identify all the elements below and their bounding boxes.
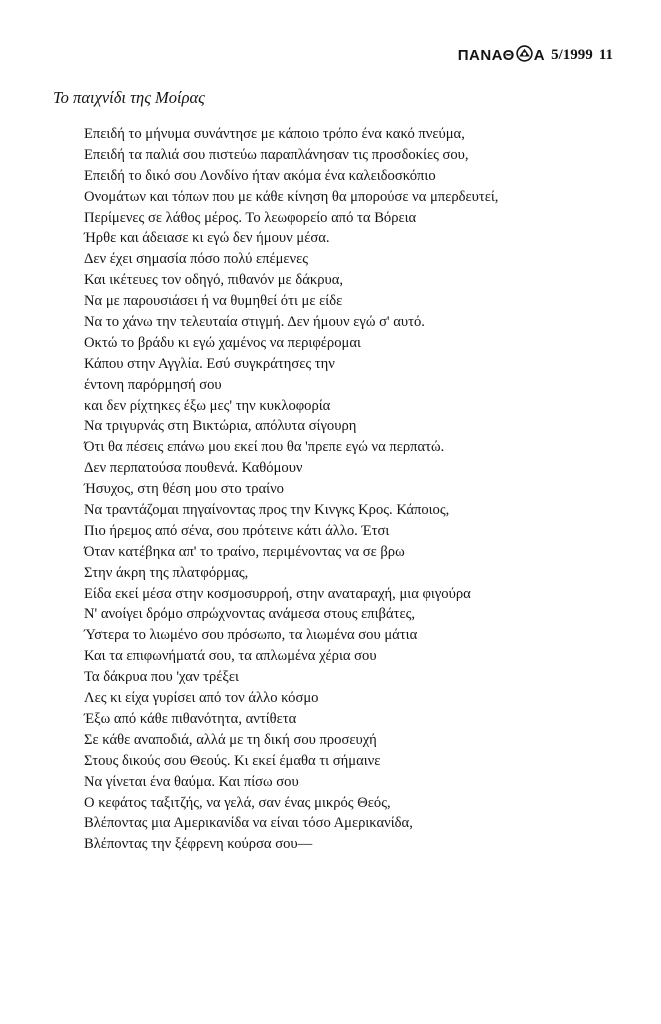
- poem-line: Ο κεφάτος ταξιτζής, να γελά, σαν ένας μικρός Θεός,: [84, 794, 391, 811]
- poem-line: Στην άκρη της πλατφόρμας,: [84, 564, 249, 581]
- poem-line: και δεν ρίχτηκες έξω μες' την κυκλοφορία: [84, 397, 331, 414]
- poem-line: Στους δικούς σου Θεούς. Κι εκεί έμαθα τι σήμαινε: [84, 752, 381, 769]
- poem-body: [84, 124, 644, 855]
- circle-emblem-icon: [516, 45, 533, 66]
- poem-line: Έξω από κάθε πιθανότητα, αντίθετα: [84, 710, 297, 727]
- page-header: [458, 45, 613, 66]
- poem-line: έντονη παρόρμησή σου: [84, 376, 222, 393]
- poem-line: Τα δάκρυα που 'χαν τρέξει: [84, 669, 239, 686]
- poem-line: Δεν περπατούσα πουθενά. Καθόμουν: [84, 460, 303, 477]
- poem-line: Ύστερα το λιωμένο σου πρόσωπο, τα λιωμένα σου μάτια: [84, 627, 418, 644]
- poem-line: Να τραντάζομαι πηγαίνοντας προς την Κινγκς Κρος. Κάποιος,: [84, 502, 450, 519]
- poem-line: Να γίνεται ένα θαύμα. Και πίσω σου: [84, 773, 299, 790]
- poem-line: Επειδή το μήνυμα συνάντησε με κάποιο τρόπο ένα κακό πνεύμα,: [84, 126, 465, 142]
- poem-line: Πιο ήρεμος από σένα, σου πρότεινε κάτι άλλο. Έτσι: [84, 522, 390, 539]
- logo-text-right: Α: [533, 47, 546, 64]
- poem-line: Οκτώ το βράδυ κι εγώ χαμένος να περιφέρομαι: [84, 334, 361, 351]
- poem-title: Το παιχνίδι της Μοίρας: [53, 88, 205, 107]
- poem-line: Είδα εκεί μέσα στην κοσμοσυρροή, στην αναταραχή, μια φιγούρα: [84, 585, 471, 602]
- magazine-logo: [458, 45, 545, 66]
- poem-line: Βλέποντας μια Αμερικανίδα να είναι τόσο Αμερικανίδα,: [84, 815, 413, 832]
- poem-line: Και ικέτευες τον οδηγό, πιθανόν με δάκρυα,: [84, 272, 344, 289]
- poem-line: Ονομάτων και τόπων που με κάθε κίνηση θα μπορούσε να μπερδευτεί,: [84, 188, 499, 205]
- poem-line: Επειδή το δικό σου Λονδίνο ήταν ακόμα ένα καλειδοσκόπιο: [84, 167, 436, 184]
- poem-line: Περίμενες σε λάθος μέρος. Το λεωφορείο από τα Βόρεια: [84, 209, 417, 226]
- poem-line: Να τριγυρνάς στη Βικτώρια, απόλυτα σίγουρη: [84, 418, 357, 435]
- poem-line: Ότι θα πέσεις επάνω μου εκεί που θα 'πρεπε εγώ να περπατώ.: [84, 439, 445, 456]
- poem-line: Όταν κατέβηκα απ' το τραίνο, περιμένοντας να σε βρω: [84, 543, 405, 560]
- poem-line: Να το χάνω την τελευταία στιγμή. Δεν ήμουν εγώ σ' αυτό.: [84, 314, 425, 331]
- poem-line: Ν' ανοίγει δρόμο σπρώχνοντας ανάμεσα στους επιβάτες,: [84, 606, 416, 623]
- poem-line: Να με παρουσιάσει ή να θυμηθεί ότι με είδε: [84, 293, 343, 310]
- poem-line: Λες κι είχα γυρίσει από τον άλλο κόσμο: [84, 690, 319, 707]
- poem-line: Σε κάθε αναποδιά, αλλά με τη δική σου προσευχή: [84, 731, 377, 748]
- poem-line: Και τα επιφωνήματά σου, τα απλωμένα χέρια σου: [84, 648, 377, 665]
- poem-line: Ήσυχος, στη θέση μου στο τραίνο: [84, 481, 284, 498]
- poem-line: Βλέποντας την ξέφρενη κούρσα σου—: [84, 836, 313, 853]
- poem-line: Δεν έχει σημασία πόσο πολύ επέμενες: [84, 251, 309, 268]
- poem-line: Επειδή τα παλιά σου πιστεύω παραπλάνησαν τις προσδοκίες σου,: [84, 146, 469, 163]
- poem-line: Κάπου στην Αγγλία. Εσύ συγκράτησες την: [84, 355, 335, 372]
- poem-line: Ήρθε και άδειασε κι εγώ δεν ήμουν μέσα.: [84, 230, 330, 247]
- page-number: 11: [598, 47, 613, 63]
- logo-text-left: ΠΑΝΑΘ: [457, 47, 515, 64]
- issue-number: 5/1999: [551, 47, 593, 63]
